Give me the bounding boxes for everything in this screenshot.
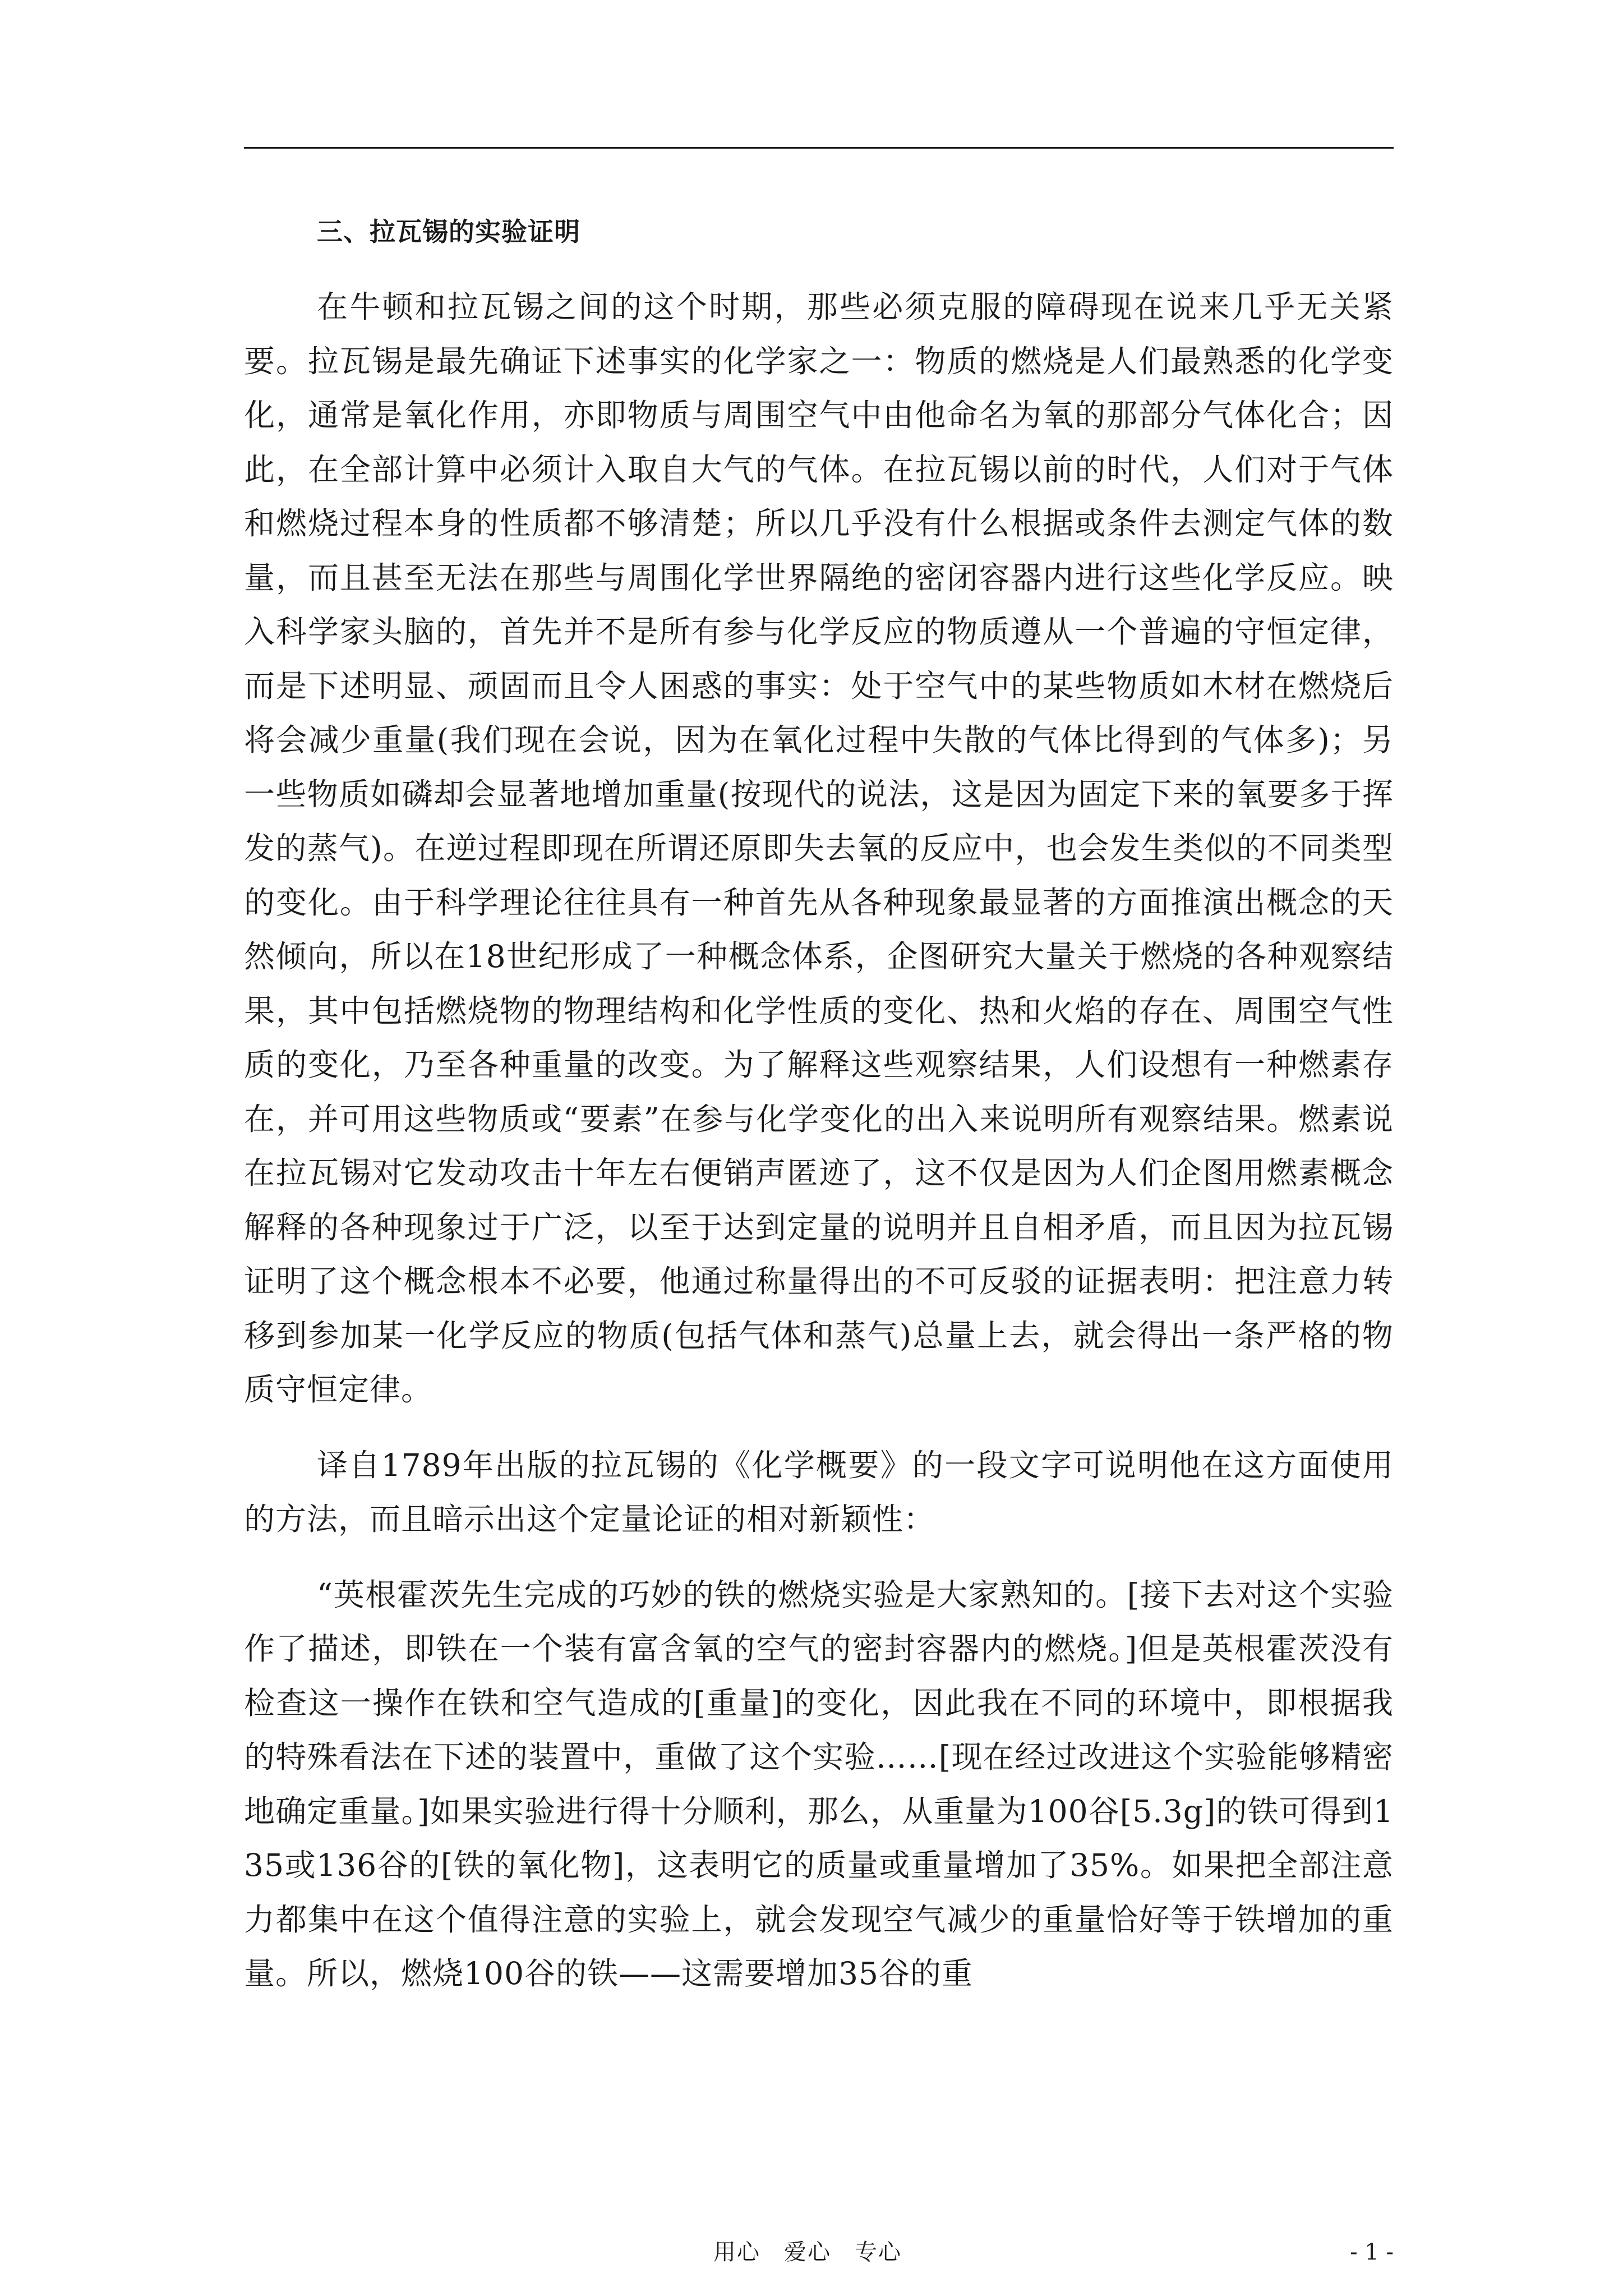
paragraph-3: “英根霍茨先生完成的巧妙的铁的燃烧实验是大家熟知的。[接下去对这个实验作了描述，即铁在一个装有富含氧的空气的密封容器内的燃烧。]但是英根霍茨没有检查这一操作在铁和空气造成的[重量]的变化，因此我在不同的环境中，即根据我的特殊看法在下述的装置中，重做了这个实验……[现在经过改进这个实验能够精密地确定重量。]如果实验进行得十分顺利，那么，从重量为100谷[5.3g]的铁可得到135或136谷的[铁的氧化物]，这表明它的质量或重量增加了35%。如果把全部注意力都集中在这个值得注意的实验上，就会发现空气减少的重量恰好等于铁增加的重量。所以，燃烧100谷的铁——这需要增加35谷的重 xyxy=(244,1576,1394,1991)
header-rule xyxy=(244,147,1394,149)
paragraph-2: 译自1789年出版的拉瓦锡的《化学概要》的一段文字可说明他在这方面使用的方法，而且暗示出这个定量论证的相对新颖性： xyxy=(244,1447,1394,1537)
page-content xyxy=(244,205,1394,2001)
page-number: - 1 - xyxy=(1350,2239,1394,2265)
footer-motto: 用心 爱心 专心 xyxy=(713,2239,902,2265)
section-heading: 三、拉瓦锡的实验证明 xyxy=(317,217,580,247)
paragraph-1: 在牛顿和拉瓦锡之间的这个时期，那些必须克服的障碍现在说来几乎无关紧要。拉瓦锡是最先确证下述事实的化学家之一：物质的燃烧是人们最熟悉的化学变化，通常是氧化作用，亦即物质与周围空气中由他命名为氧的那部分气体化合；因此，在全部计算中必须计入取自大气的气体。在拉瓦锡以前的时代，人们对于气体和燃烧过程本身的性质都不够清楚；所以几乎没有什么根据或条件去测定气体的数量，而且甚至无法在那些与周围化学世界隔绝的密闭容器内进行这些化学反应。映入科学家头脑的，首先并不是所有参与化学反应的物质遵从一个普遍的守恒定律，而是下述明显、顽固而且令人困惑的事实：处于空气中的某些物质如木材在燃烧后将会减少重量(我们现在会说，因为在氧化过程中失散的气体比得到的气体多)；另一些物质如磷却会显著地增加重量(按现代的说法，这是因为固定下来的氧要多于挥发的蒸气)。在逆过程即现在所谓还原即失去氧的反应中，也会发生类似的不同类型的变化。由于科学理论往往具有一种首先从各种现象最显著的方面推演出概念的天然倾向，所以在18世纪形成了一种概念体系，企图研究大量关于燃烧的各种观察结果，其中包括燃烧物的物理结构和化学性质的变化、热和火焰的存在、周围空气性质的变化，乃至各种重量的改变。为了解释这些观察结果，人们设想有一种燃素存在，并可用这些物质或“要素”在参与化学变化的出入来说明所有观察结果。燃素说在拉瓦锡对它发动攻击十年左右便销声匿迹了，这不仅是因为人们企图用燃素概念解释的各种现象过于广泛，以至于达到定量的说明并且自相矛盾，而且因为拉瓦锡证明了这个概念根本不必要，他通过称量得出的不可反驳的证据表明：把注意力转移到参加某一化学反应的物质(包括气体和蒸气)总量上去，就会得出一条严格的物质守恒定律。 xyxy=(244,289,1394,1407)
